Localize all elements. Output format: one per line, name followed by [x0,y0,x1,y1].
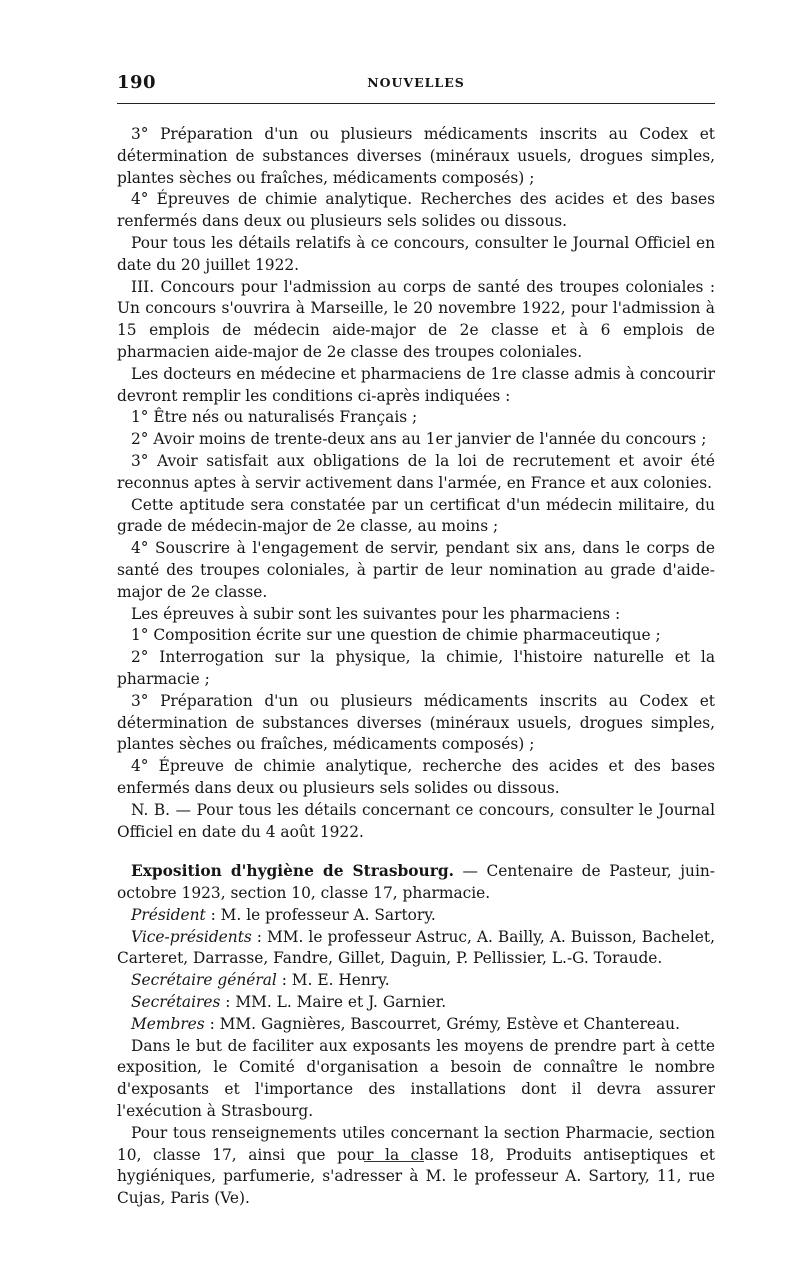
paragraph-condition-military: 3° Avoir satisfait aux obligations de la loi de recrutement et avoir été reconnus aptes à servir activement dans l'armée, en France et aux colonies. [117,451,715,492]
president-value: : M. le professeur A. Sartory. [205,905,436,924]
exposition-intro: — Centenaire de Pasteur, juin-octobre 1923, section 10, classe 17, pharmacie. [117,862,715,903]
paragraph-condition-engagement: 4° Souscrire à l'engagement de servir, pendant six ans, dans le corps de santé des troupes coloniales, à partir de leur nomination au grade d'aide-major de 2e classe. [117,539,715,601]
secretary-general-value: : M. E. Henry. [276,971,390,990]
paragraph-analytic-chemistry: 4° Épreuves de chimie analytique. Recherches des acides et des bases renfermés dans deux ou plusieurs sels solides ou dissous. [117,190,715,231]
paragraph-codex-preparation: 3° Préparation d'un ou plusieurs médicaments inscrits au Codex et détermination de substances diverses (minéraux usuels, drogues simples, plantes sèches ou fraîches, médicaments composés) ; [117,125,715,187]
paragraph-journal-officiel-ref: Pour tous les détails relatifs à ce concours, consulter le Journal Officiel en date du 20 juillet 1922. [117,233,715,274]
paragraph-nota-bene: N. B. — Pour tous les détails concernant ce concours, consulter le Journal Officiel en date du 4 août 1922. [117,800,715,841]
members-label: Membres [131,1014,205,1033]
secretaries-value: : MM. L. Maire et J. Garnier. [220,993,447,1012]
paragraph-candidates-conditions: Les docteurs en médecine et pharmaciens de 1re classe admis à concourir devront remplir les conditions ci-après indiquées : [117,364,715,405]
secretaries-label: Secrétaires [131,993,221,1012]
secretary-general-label: Secrétaire général [131,971,277,990]
exposition-title: Exposition d'hygiène de Strasbourg. [131,862,454,881]
page-header [117,72,715,94]
vice-presidents-value: : MM. le professeur Astruc, A. Bailly, A. Buisson, Bachelet, Carteret, Darrasse, Fandre, Gillet, Daguin, P. Pellissier, L.-G. Toraude. [117,927,715,968]
exposition-secretary-general [117,970,715,992]
end-rule [364,1161,424,1162]
running-head: NOUVELLES [367,75,465,90]
paragraph-pharmacist-exams: Les épreuves à subir sont les suivantes pour les pharmaciens : [131,604,621,623]
members-value: : MM. Gagnières, Bascourret, Grémy, Estève et Chantereau. [204,1014,680,1033]
exposition-secretaries [117,992,715,1014]
paragraph-exam-oral: 2° Interrogation sur la physique, la chimie, l'histoire naturelle et la pharmacie ; [117,648,715,688]
paragraph-exam-preparation: 3° Préparation d'un ou plusieurs médicaments inscrits au Codex et détermination de substances diverses (minéraux usuels, drogues simples, plantes sèches ou fraîches, médicaments composés) ; [117,691,715,754]
exposition-president [117,905,715,927]
exposition-members [117,1014,715,1036]
paragraph-condition-age: 2° Avoir moins de trente-deux ans au 1er janvier de l'année du concours ; [131,430,707,449]
vice-presidents-label: Vice-présidents [131,927,252,946]
page-number: 190 [117,72,157,93]
exposition-paragraph-exhibitors: Dans le but de faciliter aux exposants les moyens de prendre part à cette exposition, le Comité d'organisation a besoin de connaître le nombre d'exposants et l'importance des installations dont il devra assurer l'exécution à Strasbourg. [117,1036,715,1121]
body-text [117,124,715,1210]
header-rule [117,103,715,104]
paragraph-aptitude-certificate: Cette aptitude sera constatée par un certificat d'un médecin militaire, du grade de médecin-major de 2e classe, au moins ; [117,495,715,536]
paragraph-condition-nationality: 1° Être nés ou naturalisés Français ; [131,408,418,427]
paragraph-colonial-concours: III. Concours pour l'admission au corps de santé des troupes coloniales : Un concours s'ouvrira à Marseille, le 20 novembre 1922, pour l'admission à 15 emplois de médecin aide-major de 2e classe et à 6 emplois de pharmacien aide-major de 2e classe des troupes coloniales. [117,277,715,361]
president-label: Président [131,905,206,924]
paragraph-exam-analytic: 4° Épreuve de chimie analytique, recherche des acides et des bases enfermés dans deux ou plusieurs sels solides ou dissous. [117,757,715,797]
paragraph-exam-written: 1° Composition écrite sur une question de chimie pharmaceutique ; [131,626,661,645]
exposition-heading-paragraph [117,861,715,905]
exposition-paragraph-contact: Pour tous renseignements utiles concernant la section Pharmacie, section 10, classe 17, ainsi que pour la classe 18, Produits antiseptiques et hygiéniques, parfumerie, s'adresser à M. le professeur A. Sartory, 11, rue Cujas, Paris (Ve). [117,1123,715,1208]
exposition-vice-presidents [117,927,715,971]
